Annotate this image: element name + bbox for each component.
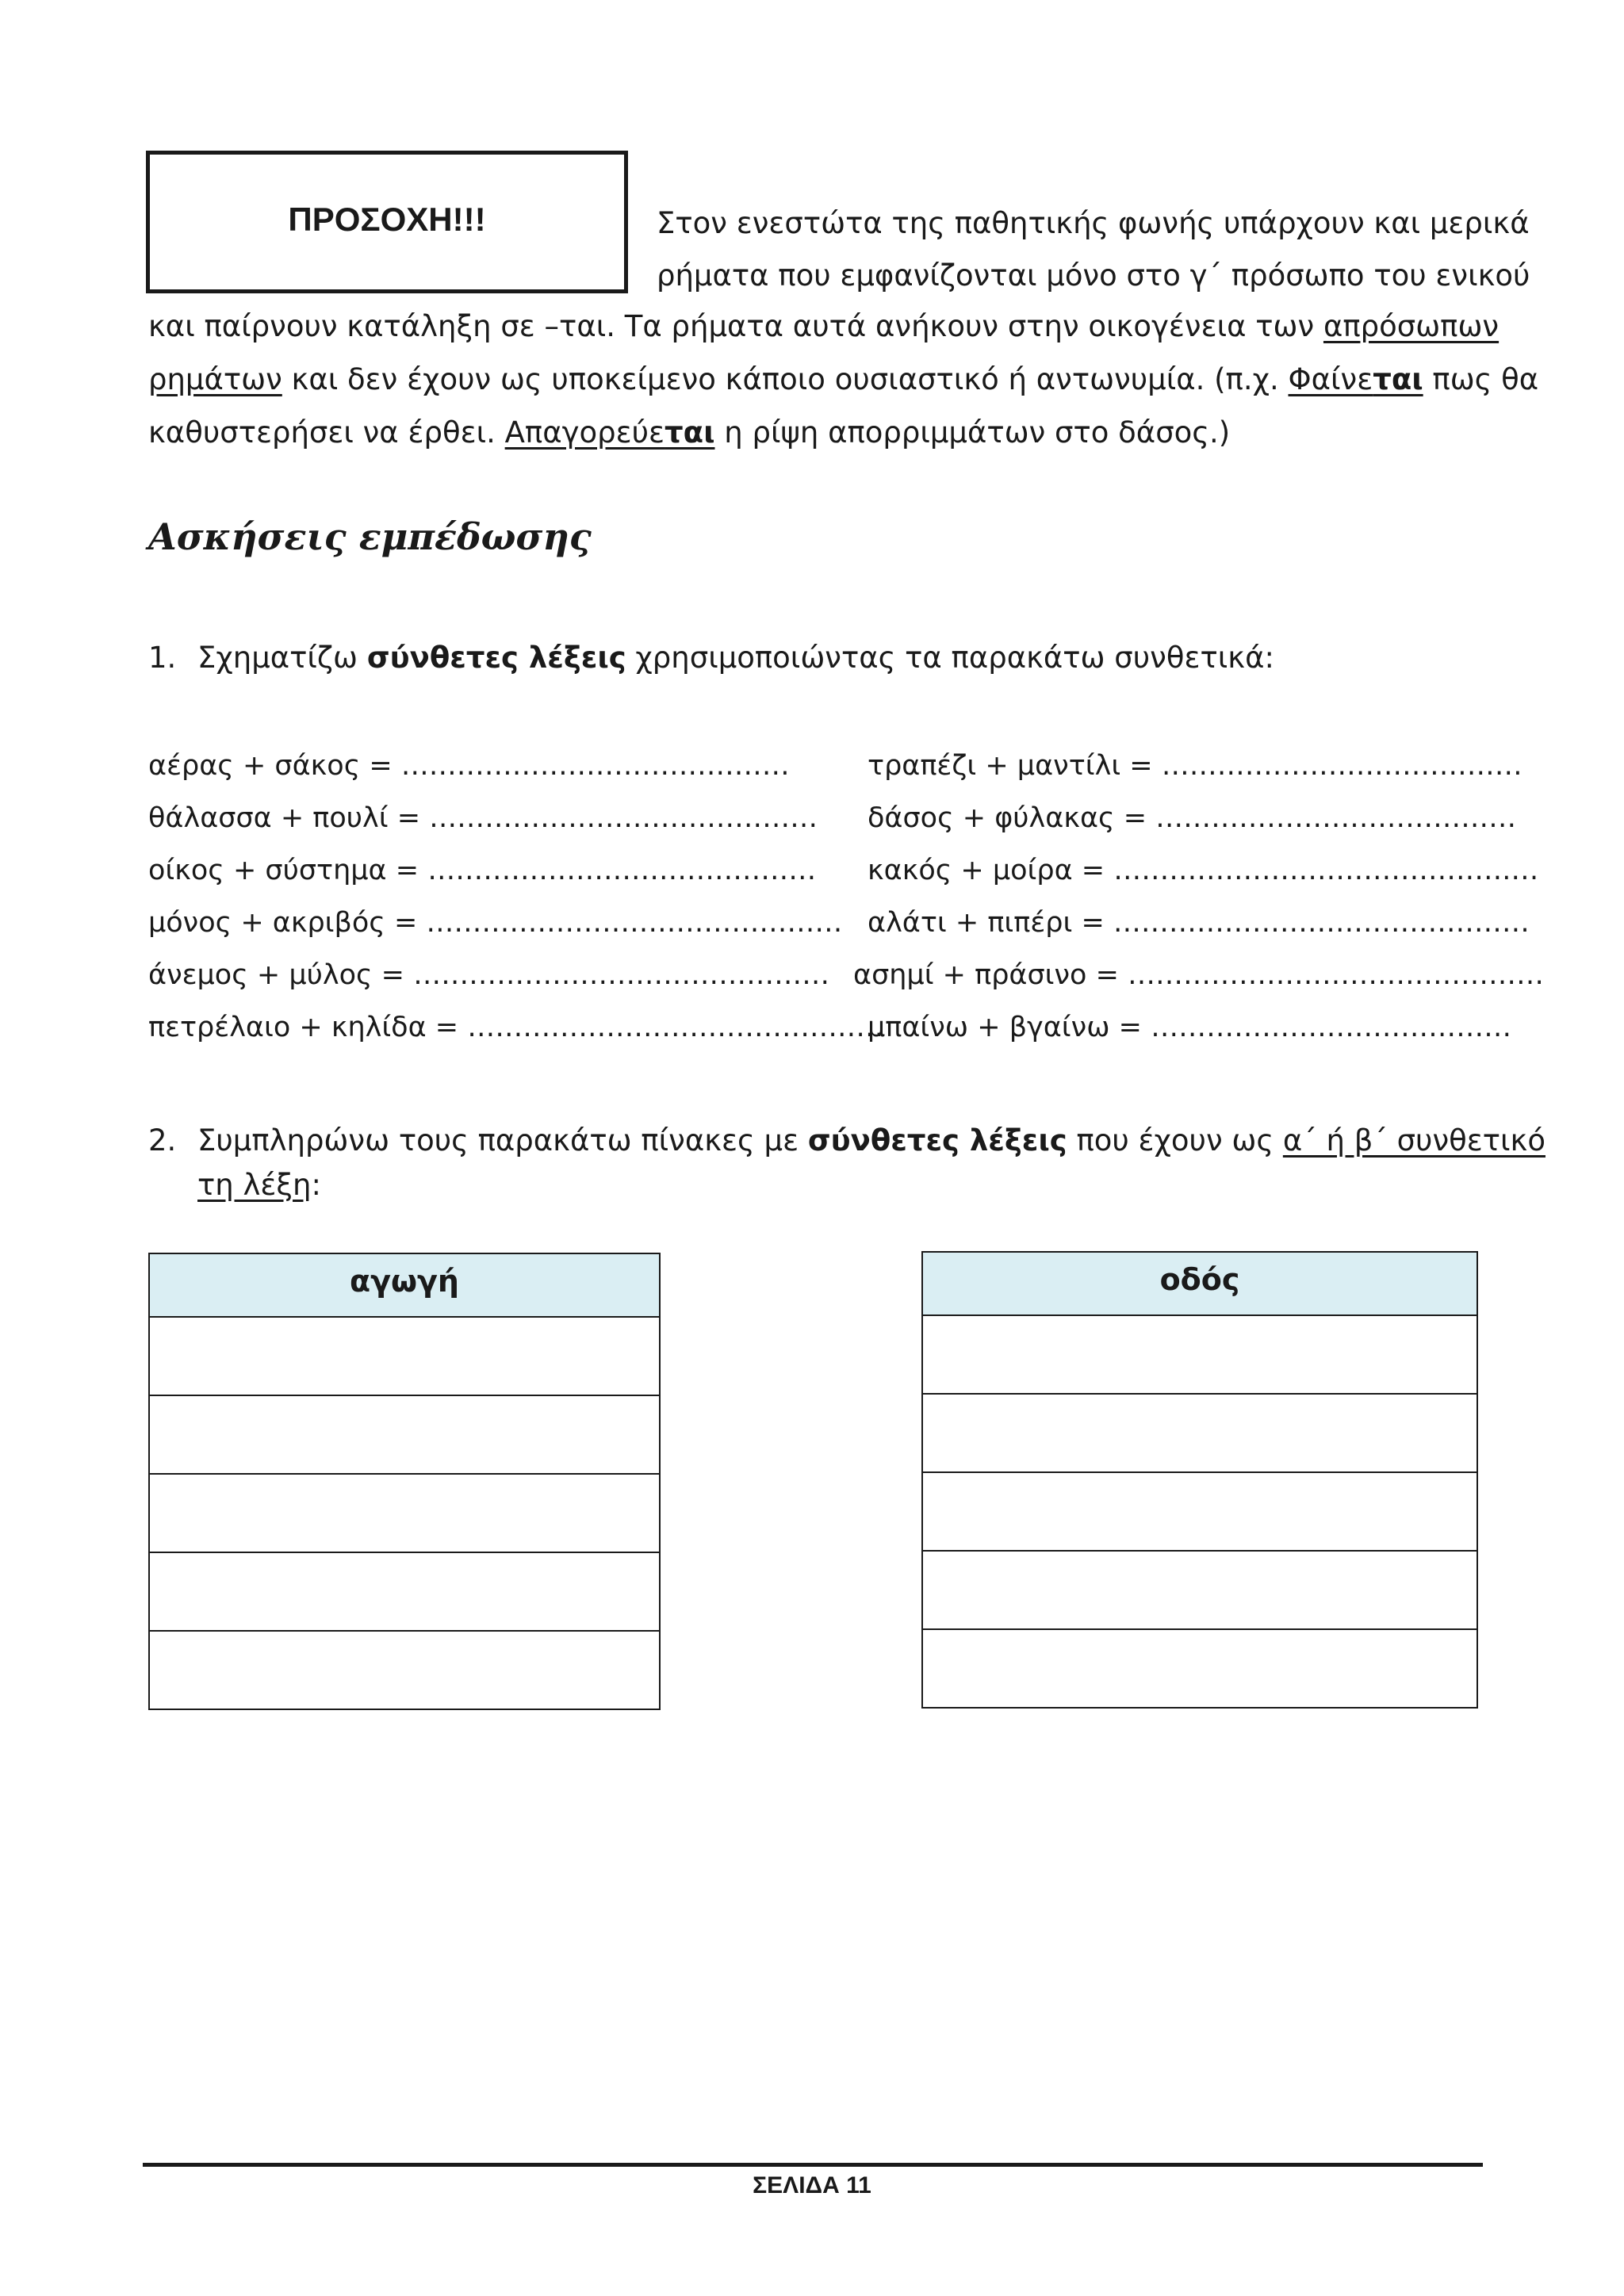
note-text: πως θα bbox=[1423, 362, 1539, 396]
table-cell[interactable] bbox=[149, 1317, 660, 1395]
compound-item: θάλασσα + πουλί = …………………………………… bbox=[148, 802, 818, 834]
note-line-1: Στον ενεστώτα της παθητικής φωνής υπάρχουν και μερικά bbox=[657, 206, 1530, 240]
table-cell[interactable] bbox=[922, 1472, 1477, 1551]
note-line-4 bbox=[148, 361, 1538, 399]
page-number: ΣΕΛΙΔΑ 11 bbox=[753, 2172, 871, 2198]
note-example-2: Απαγορεύεται bbox=[504, 415, 715, 450]
compound-item: δάσος + φύλακας = ………………………………… bbox=[868, 802, 1517, 834]
note-line-5 bbox=[148, 414, 1230, 452]
compound-item: ασημί + πράσινο = ……………………………………… bbox=[853, 959, 1545, 991]
compound-item: κακός + μοίρα = …………………………………….… bbox=[868, 855, 1539, 886]
table-cell[interactable] bbox=[922, 1394, 1477, 1472]
table-cell[interactable] bbox=[149, 1552, 660, 1631]
table-header: οδός bbox=[922, 1252, 1477, 1315]
table-agogi bbox=[148, 1253, 661, 1710]
note-example-1: Φαίνεται bbox=[1288, 362, 1423, 396]
compound-item: μπαίνω + βγαίνω = ………………………………… bbox=[868, 1012, 1512, 1043]
note-line-2: ρήματα που εμφανίζονται μόνο στο γ΄ πρόσωπο του ενικού bbox=[657, 258, 1530, 293]
table-odos bbox=[921, 1251, 1478, 1709]
compound-item: πετρέλαιο + κηλίδα = ……………………………………… bbox=[148, 1012, 884, 1043]
footer-divider bbox=[143, 2163, 1483, 2167]
note-text: η ρίψη απορριμμάτων στο δάσος.) bbox=[714, 415, 1231, 450]
note-text: και δεν έχουν ως υποκείμενο κάποιο ουσιαστικό ή αντωνυμία. (π.χ. bbox=[282, 362, 1289, 396]
table-cell[interactable] bbox=[149, 1631, 660, 1709]
table-cell[interactable] bbox=[922, 1629, 1477, 1708]
table-header: αγωγή bbox=[149, 1253, 660, 1317]
section-heading: Ασκήσεις εμπέδωσης bbox=[148, 515, 592, 558]
table-cell[interactable] bbox=[149, 1395, 660, 1474]
exercise-2-number: 2. bbox=[148, 1123, 177, 1158]
table-cell[interactable] bbox=[922, 1315, 1477, 1394]
note-term-impersonal: απρόσωπων bbox=[1323, 309, 1500, 343]
note-text: καθυστερήσει να έρθει. bbox=[148, 415, 505, 450]
note-term-verbs: ρημάτων bbox=[148, 362, 282, 396]
table-cell[interactable] bbox=[149, 1474, 660, 1552]
compound-item: αλάτι + πιπέρι = ……………………………………… bbox=[868, 907, 1530, 939]
warning-title: ΠΡΟΣΟΧΗ!!! bbox=[288, 201, 486, 238]
warning-box bbox=[146, 151, 628, 293]
compound-item: μόνος + ακριβός = ……………………………………… bbox=[148, 907, 843, 939]
note-line-3 bbox=[148, 308, 1499, 346]
document-page: ΠΡΟΣΟΧΗ!!! Στον ενεστώτα της παθητικής φωνής υπάρχουν και μερικά ρήματα που εμφανίζονται μόνο στο γ΄ πρόσωπο του ενικού και παίρνουν κατάληξη σε –ται. Τα ρήματα αυτά ανήκουν στην οικογένεια των απρόσωπων ρημάτων και δεν έχουν ως υποκείμενο κάποιο ουσιαστικό ή αντωνυμία. (π.χ. Φαίνεται πως θα καθυστερήσει να έρθει. Απαγορεύεται η ρίψη απορριμμάτων στο δάσος.) Ασκήσεις εμπέδωσης 1. Σχηματίζω σύνθετες λέξεις χρησιμοποιώντας τα παρακάτω συνθετικά: αέρας + σάκος = …………………………………… θάλασσα + πουλί = …………………………………… οίκος + σύστημα = …………………………………… μόνος + ακριβός = ……………………………………… άνεμος + μύλος = ……………………………………… πετρέλαιο + κηλίδα = ……………………………………… τραπέζι + μαντίλι = ………………………………… δάσος + φύλακας = ………………………………… κακός + μοίρα = …………………………………….… αλάτι + πιπέρι = ……………………………………… ασημί + πράσινο = ……………………………………… μπαίνω + βγαίνω = ………………………………… 2. Συμπληρώνω τους παρακάτω πίνακες με σύνθετες λέξεις που έχουν ως α΄ ή β΄ συνθετικό τη λέξη: αγωγή οδός ΣΕΛΙΔΑ 11 bbox=[0, 0, 1624, 2296]
exercise-1-number: 1. bbox=[148, 641, 177, 675]
compound-item: οίκος + σύστημα = …………………………………… bbox=[148, 855, 817, 886]
compound-item: άνεμος + μύλος = ……………………………………… bbox=[148, 959, 830, 991]
table-cell[interactable] bbox=[922, 1551, 1477, 1629]
compound-item: αέρας + σάκος = …………………………………… bbox=[148, 750, 790, 782]
note-text: και παίρνουν κατάληξη σε –ται. Τα ρήματα αυτά ανήκουν στην οικογένεια των bbox=[148, 309, 1323, 343]
compound-item: τραπέζι + μαντίλι = ………………………………… bbox=[868, 750, 1522, 782]
